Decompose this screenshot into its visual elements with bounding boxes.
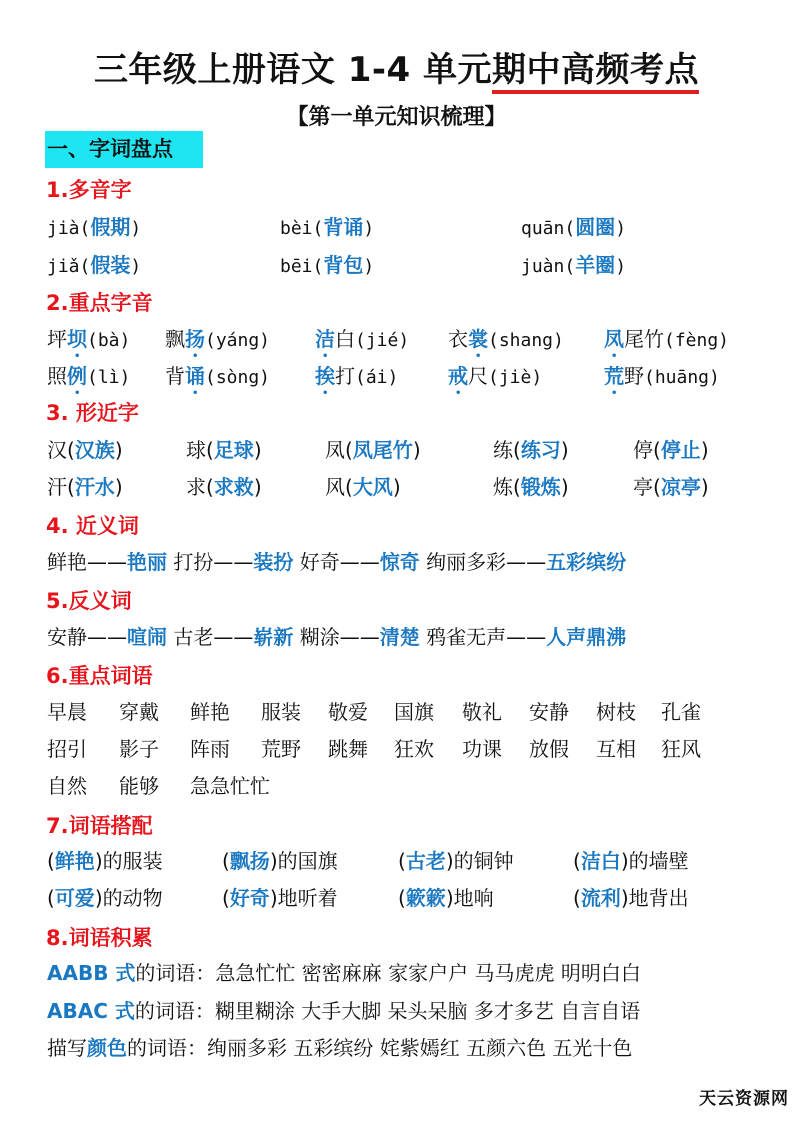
entry-text: 背 bbox=[165, 364, 185, 388]
entry bbox=[448, 324, 564, 362]
entry-text: 照 bbox=[47, 364, 67, 388]
entry bbox=[47, 361, 130, 399]
entry bbox=[573, 883, 689, 913]
group-heading: 5.反义词 bbox=[46, 589, 132, 613]
entry-text: 狂欢 bbox=[394, 737, 434, 761]
highlight-text: 装扮 bbox=[253, 550, 294, 574]
entry bbox=[190, 771, 270, 801]
entry bbox=[315, 324, 409, 362]
entry bbox=[47, 1033, 632, 1063]
highlight-text: 羊圈 bbox=[575, 253, 616, 277]
entry-text: 风( bbox=[325, 475, 353, 499]
entry-text: 穿戴 bbox=[119, 700, 159, 724]
entry-text: 安静—— bbox=[47, 625, 127, 649]
highlight-text: 凉亭 bbox=[660, 475, 701, 499]
entry bbox=[315, 361, 398, 399]
group-heading: 3. 形近字 bbox=[46, 401, 139, 425]
entry-text: )的墙壁 bbox=[620, 849, 689, 873]
entry-text: ) bbox=[130, 218, 142, 239]
entry-text: 自然 bbox=[47, 774, 87, 798]
entry-text: 尾竹 bbox=[624, 327, 664, 351]
entry-text: (yáng) bbox=[205, 330, 271, 351]
entry bbox=[398, 883, 494, 913]
entry-text: )的国旗 bbox=[269, 849, 338, 873]
entry-text: ) bbox=[700, 438, 709, 462]
highlight-text: 艳丽 bbox=[127, 550, 167, 574]
entry-text: (jié) bbox=[355, 330, 410, 351]
highlight-text: 挨 bbox=[315, 364, 335, 388]
entry-text: )地响 bbox=[445, 886, 494, 910]
entry bbox=[47, 435, 123, 465]
page-title bbox=[0, 42, 793, 91]
entry-text: 鸦雀无声—— bbox=[419, 625, 547, 649]
highlight-text: 簌簌 bbox=[405, 886, 446, 910]
entry-text: quān( bbox=[521, 218, 576, 239]
entry-text: 孔雀 bbox=[661, 700, 701, 724]
unit-subtitle: 【第一单元知识梳理】 bbox=[286, 105, 507, 130]
entry-text: 衣 bbox=[448, 327, 468, 351]
entry-text: jià( bbox=[47, 218, 91, 239]
entry bbox=[190, 697, 230, 727]
highlight-text: 锻炼 bbox=[520, 475, 561, 499]
entry bbox=[119, 771, 159, 801]
entry-text: 的词语：绚丽多彩 五彩缤纷 姹紫嫣红 五颜六色 五光十色 bbox=[127, 1036, 633, 1060]
entry-text: 停( bbox=[633, 438, 661, 462]
entry-text: 野 bbox=[624, 364, 644, 388]
entry-text: ) bbox=[560, 438, 569, 462]
entry-text: 影子 bbox=[119, 737, 159, 761]
entry-text: 荒野 bbox=[261, 737, 301, 761]
entry-text: 阵雨 bbox=[190, 737, 230, 761]
highlight-text: 求救 bbox=[213, 475, 254, 499]
entry-text: ( bbox=[398, 886, 406, 910]
highlight-text: 诵 bbox=[185, 364, 205, 388]
entry bbox=[462, 734, 502, 764]
entry-text: ) bbox=[253, 438, 262, 462]
entry bbox=[47, 547, 626, 577]
highlight-text: 五彩缤纷 bbox=[546, 550, 627, 574]
highlight-text: 凤 bbox=[604, 327, 624, 351]
entry-text: 凤( bbox=[325, 438, 353, 462]
highlight-text: 假装 bbox=[90, 253, 131, 277]
entry-text: (huāng) bbox=[644, 367, 720, 388]
entry-text: ) bbox=[114, 475, 123, 499]
highlight-text: 清楚 bbox=[379, 625, 420, 649]
highlight-text: 足球 bbox=[213, 438, 254, 462]
highlight-text: 崭新 bbox=[253, 625, 294, 649]
highlight-text: 好奇 bbox=[229, 886, 270, 910]
watermark: 天云资源网 bbox=[699, 1089, 789, 1109]
entry bbox=[186, 472, 262, 502]
highlight-text: 扬 bbox=[185, 327, 205, 351]
section-label: 一、字词盘点 bbox=[45, 131, 203, 168]
entry-text: 招引 bbox=[47, 737, 87, 761]
entry-text: ) bbox=[363, 218, 375, 239]
entry bbox=[633, 435, 709, 465]
entry-text: 早晨 bbox=[47, 700, 87, 724]
highlight-text: 假期 bbox=[90, 215, 131, 239]
entry-text: )的铜钟 bbox=[445, 849, 514, 873]
entry-text: ) bbox=[363, 256, 375, 277]
highlight-text: 可爱 bbox=[54, 886, 95, 910]
entry-text: 的词语：急急忙忙 密密麻麻 家家户户 马马虎虎 明明白白 bbox=[135, 961, 641, 985]
highlight-text: 洁白 bbox=[580, 849, 621, 873]
entry-text: 打扮—— bbox=[167, 550, 254, 574]
entry bbox=[165, 324, 270, 362]
entry-text: 白 bbox=[335, 327, 355, 351]
group-heading: 8.词语积累 bbox=[46, 926, 153, 950]
highlight-text: 凤尾竹 bbox=[352, 438, 413, 462]
highlight-text: 流利 bbox=[580, 886, 621, 910]
entry bbox=[521, 212, 626, 244]
entry bbox=[493, 472, 569, 502]
title-underlined: 期中高频考点 bbox=[492, 50, 699, 94]
entry-text: ( bbox=[573, 849, 581, 873]
entry bbox=[280, 212, 374, 244]
entry-text: 鲜艳—— bbox=[47, 550, 127, 574]
entry bbox=[493, 435, 569, 465]
entry-text: (lì) bbox=[87, 367, 131, 388]
entry-text: 糊涂—— bbox=[293, 625, 380, 649]
entry bbox=[222, 846, 338, 876]
entry-text: ) bbox=[253, 475, 262, 499]
highlight-text: 背诵 bbox=[323, 215, 364, 239]
entry-text: 的词语：糊里糊涂 大手大脚 呆头呆脑 多才多艺 自言自语 bbox=[134, 999, 641, 1023]
entry-text: 炼( bbox=[493, 475, 521, 499]
highlight-text: 背包 bbox=[323, 253, 364, 277]
entry-text: )的服装 bbox=[94, 849, 163, 873]
entry-text: 练( bbox=[493, 438, 521, 462]
entry bbox=[280, 250, 374, 282]
entry-text: bēi( bbox=[280, 256, 324, 277]
highlight-text: 颜色 bbox=[87, 1036, 127, 1060]
entry-text: 描写 bbox=[47, 1036, 87, 1060]
entry-text: (shang) bbox=[488, 330, 564, 351]
entry-text: 服装 bbox=[261, 700, 301, 724]
entry bbox=[604, 324, 729, 362]
highlight-text: 裳 bbox=[468, 327, 488, 351]
highlight-text: AABB 式 bbox=[47, 961, 136, 985]
entry-text: ) bbox=[114, 438, 123, 462]
entry-text: 球( bbox=[186, 438, 214, 462]
entry-text: )地听着 bbox=[269, 886, 338, 910]
entry-text: ) bbox=[615, 218, 627, 239]
group-heading: 1.多音字 bbox=[46, 178, 132, 202]
group-heading: 4. 近义词 bbox=[46, 514, 139, 538]
highlight-text: 大风 bbox=[352, 475, 393, 499]
entry-text: (jiè) bbox=[488, 367, 543, 388]
highlight-text: 鲜艳 bbox=[54, 849, 95, 873]
entry bbox=[394, 734, 434, 764]
entry bbox=[47, 734, 87, 764]
highlight-text: 练习 bbox=[520, 438, 561, 462]
entry bbox=[328, 734, 368, 764]
entry-text: bèi( bbox=[280, 218, 324, 239]
entry-text: 跳舞 bbox=[328, 737, 368, 761]
entry bbox=[661, 734, 701, 764]
highlight-text: 荒 bbox=[604, 364, 624, 388]
entry bbox=[529, 734, 569, 764]
entry bbox=[596, 697, 636, 727]
highlight-text: 人声鼎沸 bbox=[546, 625, 627, 649]
entry bbox=[47, 771, 87, 801]
entry bbox=[633, 472, 709, 502]
entry-text: 急急忙忙 bbox=[190, 774, 270, 798]
entry bbox=[47, 472, 123, 502]
highlight-text: 例 bbox=[67, 364, 87, 388]
entry bbox=[47, 324, 130, 362]
entry bbox=[325, 472, 401, 502]
entry bbox=[119, 697, 159, 727]
entry bbox=[47, 697, 87, 727]
entry-text: 打 bbox=[335, 364, 355, 388]
entry bbox=[47, 996, 640, 1026]
entry bbox=[47, 846, 163, 876]
entry bbox=[328, 697, 368, 727]
entry-text: ( bbox=[47, 849, 55, 873]
entry bbox=[165, 361, 270, 399]
entry bbox=[462, 697, 502, 727]
entry-text: juàn( bbox=[521, 256, 576, 277]
entry-text: ( bbox=[222, 849, 230, 873]
entry-text: ( bbox=[398, 849, 406, 873]
entry-text: 安静 bbox=[529, 700, 569, 724]
entry bbox=[47, 622, 626, 652]
entry-text: 汉( bbox=[47, 438, 75, 462]
entry-text: 亭( bbox=[633, 475, 661, 499]
entry-text: (sòng) bbox=[205, 367, 271, 388]
entry-text: ( bbox=[47, 886, 55, 910]
highlight-text: 古老 bbox=[405, 849, 446, 873]
entry bbox=[222, 883, 338, 913]
entry-text: (bà) bbox=[87, 330, 131, 351]
entry-text: (fèng) bbox=[664, 330, 730, 351]
highlight-text: ABAC 式 bbox=[47, 999, 135, 1023]
entry-text: ) bbox=[392, 475, 401, 499]
highlight-text: 惊奇 bbox=[379, 550, 420, 574]
entry-text: )的动物 bbox=[94, 886, 163, 910]
entry-text: ( bbox=[222, 886, 230, 910]
entry bbox=[596, 734, 636, 764]
entry bbox=[573, 846, 689, 876]
entry bbox=[604, 361, 720, 399]
entry bbox=[661, 697, 701, 727]
highlight-text: 戒 bbox=[448, 364, 468, 388]
highlight-text: 汉族 bbox=[74, 438, 115, 462]
entry-text: ( bbox=[573, 886, 581, 910]
entry-text: )地背出 bbox=[620, 886, 689, 910]
group-heading: 6.重点词语 bbox=[46, 664, 153, 688]
entry-text: 绚丽多彩—— bbox=[419, 550, 547, 574]
entry-text: 功课 bbox=[462, 737, 502, 761]
entry bbox=[325, 435, 421, 465]
entry-text: 古老—— bbox=[167, 625, 254, 649]
highlight-text: 坝 bbox=[67, 327, 87, 351]
entry-text: 敬爱 bbox=[328, 700, 368, 724]
entry-text: (ái) bbox=[355, 367, 399, 388]
entry-text: 放假 bbox=[529, 737, 569, 761]
entry bbox=[47, 250, 141, 282]
entry bbox=[529, 697, 569, 727]
entry-text: 国旗 bbox=[394, 700, 434, 724]
entry bbox=[47, 958, 641, 988]
entry-text: 汗( bbox=[47, 475, 75, 499]
entry bbox=[47, 212, 141, 244]
entry-text: 坪 bbox=[47, 327, 67, 351]
entry-text: 飘 bbox=[165, 327, 185, 351]
entry-text: 鲜艳 bbox=[190, 700, 230, 724]
entry bbox=[521, 250, 626, 282]
entry-text: 狂风 bbox=[661, 737, 701, 761]
highlight-text: 飘扬 bbox=[229, 849, 270, 873]
group-heading: 7.词语搭配 bbox=[46, 814, 153, 838]
title-main: 三年级上册语文 1-4 单元 bbox=[93, 50, 493, 90]
entry bbox=[261, 734, 301, 764]
entry bbox=[394, 697, 434, 727]
entry bbox=[186, 435, 262, 465]
group-heading: 2.重点字音 bbox=[46, 291, 153, 315]
entry bbox=[47, 883, 163, 913]
entry-text: 求( bbox=[186, 475, 214, 499]
entry-text: 互相 bbox=[596, 737, 636, 761]
highlight-text: 停止 bbox=[660, 438, 701, 462]
highlight-text: 喧闹 bbox=[127, 625, 167, 649]
entry bbox=[190, 734, 230, 764]
entry-text: ) bbox=[412, 438, 421, 462]
entry-text: ) bbox=[560, 475, 569, 499]
entry-text: 好奇—— bbox=[293, 550, 380, 574]
entry-text: ) bbox=[130, 256, 142, 277]
entry bbox=[261, 697, 301, 727]
highlight-text: 圆圈 bbox=[575, 215, 616, 239]
entry-text: ) bbox=[700, 475, 709, 499]
entry-text: 树枝 bbox=[596, 700, 636, 724]
entry-text: ) bbox=[615, 256, 627, 277]
entry-text: jiǎ( bbox=[47, 256, 91, 277]
highlight-text: 洁 bbox=[315, 327, 335, 351]
entry bbox=[398, 846, 514, 876]
entry-text: 敬礼 bbox=[462, 700, 502, 724]
highlight-text: 汗水 bbox=[74, 475, 115, 499]
entry bbox=[448, 361, 542, 399]
entry bbox=[119, 734, 159, 764]
entry-text: 能够 bbox=[119, 774, 159, 798]
entry-text: 尺 bbox=[468, 364, 488, 388]
